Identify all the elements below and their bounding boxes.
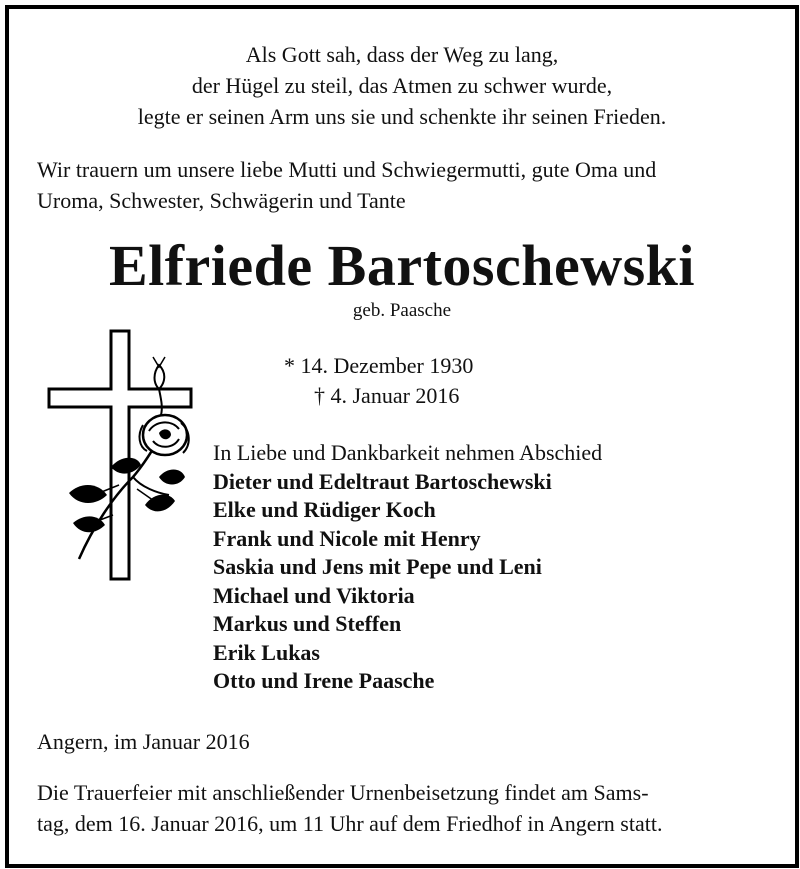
poem-line: der Hügel zu steil, das Atmen zu schwer wurde, <box>191 73 613 98</box>
deceased-name: Elfriede Bartoschewski <box>108 233 696 298</box>
poem-line: Als Gott sah, dass der Weg zu lang, <box>245 42 559 67</box>
mourners-intro: In Liebe und Dankbarkeit nehmen Abschied <box>213 440 603 465</box>
funeral-line: tag, dem 16. Januar 2016, um 11 Uhr auf dem Friedhof in Angern statt. <box>37 811 663 836</box>
mourning-intro <box>37 154 777 216</box>
poem <box>9 39 795 132</box>
mourner-name: Otto und Irene Paasche <box>213 668 435 693</box>
place-date: Angern, im Januar 2016 <box>37 729 250 754</box>
mourner-name: Frank und Nicole mit Henry <box>213 525 481 551</box>
birth-name: geb. Paasche <box>352 300 452 321</box>
mourner-name: Michael und Viktoria <box>213 582 415 608</box>
mourner-name: Saskia und Jens mit Pepe und Leni <box>213 554 542 579</box>
mourner-name: Elke und Rüdiger Koch <box>213 497 436 522</box>
funeral-line: Die Trauerfeier mit anschließender Urnenbeisetzung findet am Sams- <box>37 780 649 805</box>
intro-line: Uroma, Schwester, Schwägerin und Tante <box>37 188 406 213</box>
poem-line: legte er seinen Arm uns sie und schenkte ihr seinen Frieden. <box>137 104 667 129</box>
life-dates <box>284 351 534 411</box>
mourner-name: Dieter und Edeltraut Bartoschewski <box>213 468 552 494</box>
birth-date: * 14. Dezember 1930 <box>284 353 474 378</box>
death-date: † 4. Januar 2016 <box>314 383 460 408</box>
mourner-name: Markus und Steffen <box>213 611 402 636</box>
mourners-list <box>213 439 773 696</box>
cross-with-rose-icon <box>41 327 211 587</box>
mourner-name: Erik Lukas <box>213 639 320 665</box>
intro-line: Wir trauern um unsere liebe Mutti und Schwiegermutti, gute Oma und <box>37 157 657 182</box>
funeral-notice <box>37 777 777 839</box>
obituary-frame <box>5 5 799 868</box>
